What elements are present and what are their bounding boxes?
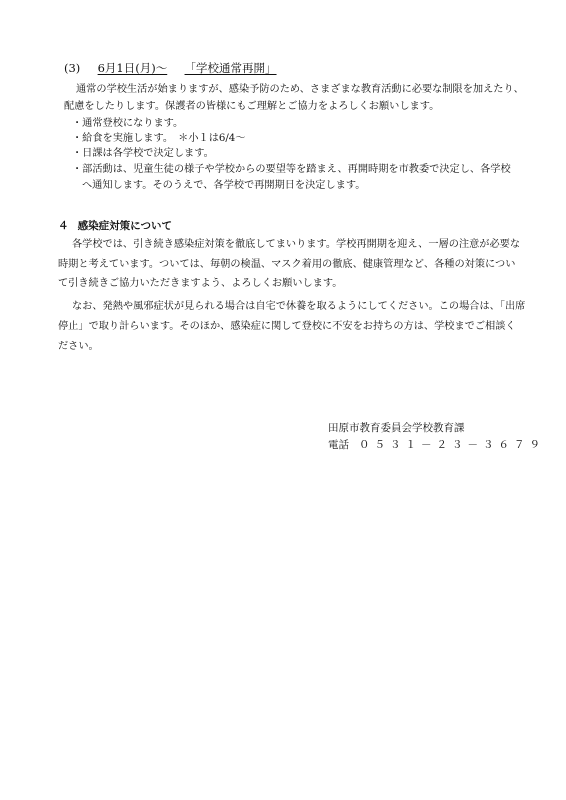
section4-title: 感染症対策について (77, 220, 172, 232)
phone-label: 電話 (328, 439, 349, 451)
section4-para1-line-3: て引き続きご協力いただきますよう、よろしくお願いします。 (58, 278, 343, 289)
section3-bullet-club-activities-cont: へ通知します。そのうえで、各学校で再開期日を決定します。 (82, 180, 366, 191)
section3-heading (64, 60, 277, 76)
phone-number: ０５３１－２３－３６７９ (359, 439, 545, 451)
issuing-organization: 田原市教育委員会学校教育課 (328, 422, 465, 434)
section3-date: 6月1日(月)～ (97, 61, 168, 75)
section3-title: 「学校通常再開」 (184, 61, 277, 75)
section3-number: (3) (64, 61, 81, 75)
section4-number: ４ (58, 220, 69, 232)
section4-heading (58, 218, 172, 233)
section3-bullet-club-activities: ・部活動は、児童生徒の様子や学校からの要望等を踏まえ、再開時期を市教委で決定し、各学校 (72, 164, 511, 175)
contact-phone (328, 437, 545, 452)
section3-intro-line-1: 通常の学校生活が始まりますが、感染予防のため、さまざまな教育活動に必要な制限を加えたり、 (76, 84, 524, 95)
section4-para1-line-1: 各学校では、引き続き感染症対策を徹底してまいります。学校再開期を迎え、一層の注意が必要な (72, 239, 521, 250)
section3-bullet-schedule: ・日課は各学校で決定します。 (72, 148, 214, 159)
section4-para2-line-2: 停止」で取り計らいます。そのほか、感染症に関して登校に不安をお持ちの方は、学校までご相談く (58, 321, 516, 332)
section3-bullet-lunch: ・給食を実施します。 ＊小１は6/4～ (72, 133, 246, 144)
section3-bullet-attendance: ・通常登校になります。 (72, 118, 184, 129)
section3-intro-line-2: 配慮をしたりします。保護者の皆様にもご理解とご協力をよろしくお願いします。 (64, 101, 440, 112)
section4-para2-line-1: なお、発熱や風邪症状が見られる場合は自宅で休養を取るようにしてください。この場合は、「出席 (72, 301, 526, 312)
section4-para1-line-2: 時期と考えています。ついては、毎朝の検温、マスク着用の徹底、健康管理など、各種の対策につい (58, 259, 516, 270)
section4-para2-line-3: ださい。 (58, 341, 99, 352)
